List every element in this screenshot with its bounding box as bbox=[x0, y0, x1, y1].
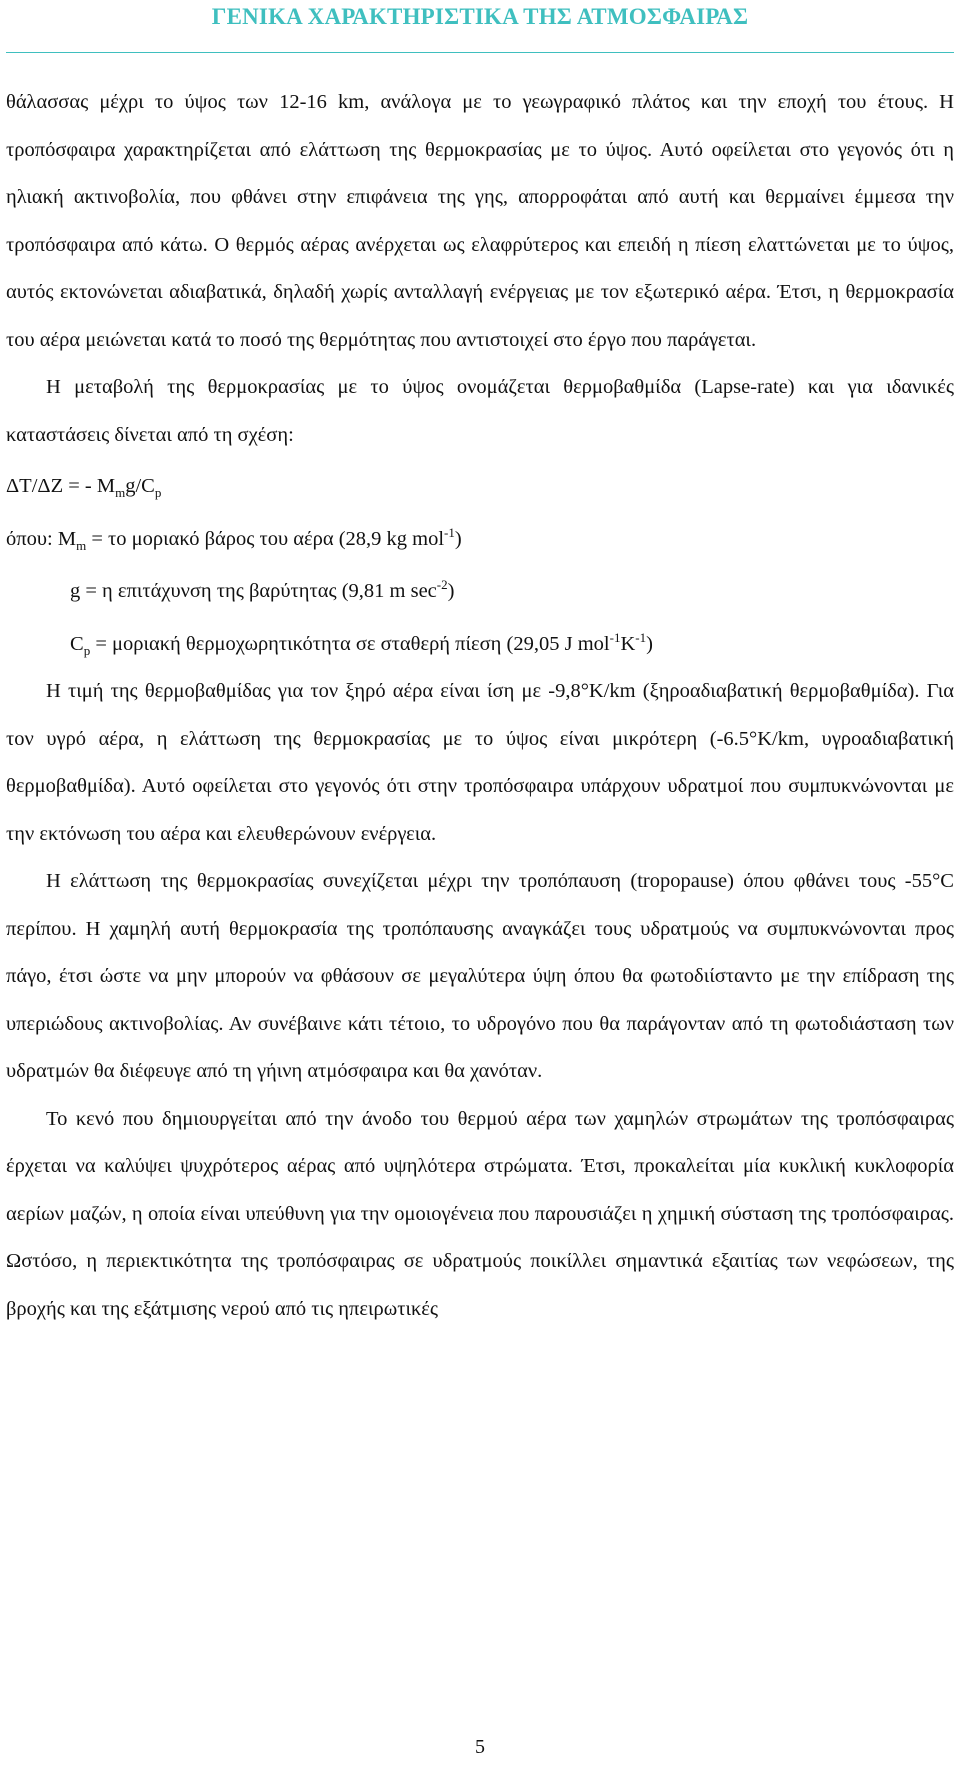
running-header-title: ΓΕΝΙΚΑ ΧΑΡΑΚΤΗΡΙΣΤΙΚΑ ΤΗΣ ΑΤΜΟΣΦΑΙΡΑΣ bbox=[211, 4, 749, 29]
running-header bbox=[0, 4, 960, 30]
paragraph: Η ελάττωση της θερμοκρασίας συνεχίζεται μέχρι την τροπόπαυση (tropopause) όπου φθάνει τους -55°C περίπου. Η χαμηλή αυτή θερμοκρασία της τροπόπαυσης αναγκάζει τους υδρατμούς να συμπυκνώνονται προς πάγο, έτσι ώστε να μην μπορούν να φθάσουν σε μεγαλύτερα ύψη όπου θα φωτοδιίσταντο με την επίδραση της υπεριώδους ακτινοβολίας. Αν συνέβαινε κάτι τέτοιο, το υδρογόνο που θα παράγονταν από τη φωτοδιάσταση των υδρατμών θα διέφευγε από τη γήινη ατμόσφαιρα και θα χανόταν. bbox=[6, 870, 954, 1082]
definition-molar-mass: όπου: $M_m = \tau o$ μοριακό βάρος του αέρα (28,9 kg mol$^{-1}$) bbox=[6, 524, 462, 553]
document-body bbox=[6, 79, 954, 1333]
header-rule bbox=[6, 52, 954, 53]
definition-gravity: g = η επιτάχυνση της βαρύτητας (9,81 m $\sec^{-2}$) bbox=[70, 577, 455, 602]
paragraph: Το κενό που δημιουργείται από την άνοδο του θερμού αέρα των χαμηλών στρωμάτων της τροπόσφαιρας έρχεται να καλύψει ψυχρότερος αέρας από υψηλότερα στρώματα. Έτσι, προκαλείται μία κυκλική κυκλοφορία αερίων μαζών, η οποία είναι υπεύθυνη για την ομοιογένεια που παρουσιάζει η χημική σύσταση της τροπόσφαιρας. Ωστόσο, η περιεκτικότητα της τροπόσφαιρας σε υδρατμούς ποικίλλει σημαντικά εξαιτίας των νεφώσεων, της βροχής και της εξάτμισης νερού από τις ηπειρωτικές bbox=[6, 1107, 954, 1320]
paragraph: Η τιμή της θερμοβαθμίδας για τον ξηρό αέρα είναι ίση με -9,8°K/km (ξηροαδιαβατική θερμοβαθμίδα). Για τον υγρό αέρα, η ελάττωση της θερμοκρασίας με το ύψος είναι μικρότερη (-6.5°K/km, υγροαδιαβατική θερμοβαθμίδα). Αυτό οφείλεται στο γεγονός ότι στην τροπόσφαιρα υπάρχουν υδρατμοί που συμπυκνώνονται με την εκτόνωση του αέρα και ελευθερώνουν ενέργεια. bbox=[6, 680, 954, 845]
paragraph: Η μεταβολή της θερμοκρασίας με το ύψος ονομάζεται θερμοβαθμίδα (Lapse-rate) και για ιδανικές καταστάσεις δίνεται από τη σχέση: bbox=[6, 376, 954, 446]
definition-heat-capacity: $C_p = \mu o\rho\iota\alpha\kappa ή$ θερμοχωρητικότητα σε σταθερή πίεση (29,05 J $mol^{-1}K^{-1}$) bbox=[70, 629, 653, 658]
paragraph: θάλασσας μέχρι το ύψος των 12-16 km, ανάλογα με το γεωγραφικό πλάτος και την εποχή του έτους. Η τροπόσφαιρα χαρακτηρίζεται από ελάττωση της θερμοκρασίας με το ύψος. Αυτό οφείλεται στο γεγονός ότι η ηλιακή ακτινοβολία, που φθάνει στην επιφάνεια της γης, απορροφάται από αυτή και θερμαίνει έμμεσα την τροπόσφαιρα από κάτω. Ο θερμός αέρας ανέρχεται ως ελαφρύτερος και επειδή η πίεση ελαττώνεται με το ύψος, αυτός εκτονώνεται αδιαβατικά, δηλαδή χωρίς ανταλλαγή ενέργειας με τον εξωτερικό αέρα. Έτσι, η θερμοκρασία του αέρα μειώνεται κατά το ποσό της θερμότητας που αντιστοιχεί στο έργο που παράγεται. bbox=[6, 91, 954, 351]
page-number: 5 bbox=[475, 1736, 485, 1758]
lapse-rate-formula: ΔT/ΔZ = - $M_mg/C_p$ bbox=[6, 475, 162, 501]
